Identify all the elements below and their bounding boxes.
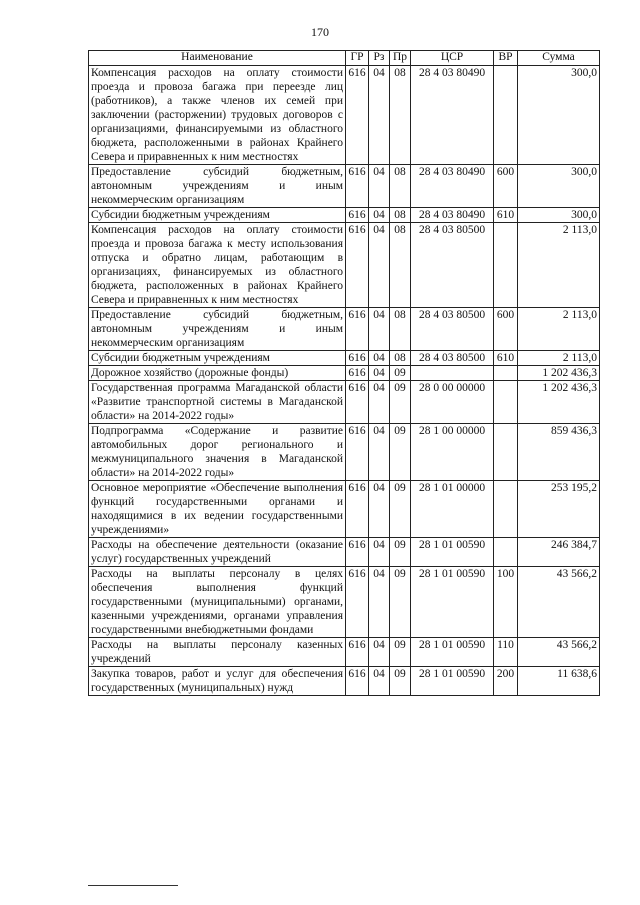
cell-rz: 04 <box>369 538 390 567</box>
cell-gr: 616 <box>346 208 369 223</box>
cell-csr: 28 4 03 80500 <box>411 223 494 308</box>
cell-rz: 04 <box>369 424 390 481</box>
cell-name: Дорожное хозяйство (дорожные фонды) <box>89 366 346 381</box>
cell-csr: 28 4 03 80500 <box>411 308 494 351</box>
cell-rz: 04 <box>369 667 390 696</box>
cell-vr <box>494 424 518 481</box>
cell-pr: 09 <box>390 424 411 481</box>
cell-vr: 600 <box>494 308 518 351</box>
cell-sum: 43 566,2 <box>518 567 600 638</box>
cell-gr: 616 <box>346 638 369 667</box>
cell-name: Компенсация расходов на оплату стоимости проезда и провоза багажа при переезде лиц (работников), а также членов их семей при заключении (расторжении) трудовых договоров с организациями, финансируемыми из областного бюджета, расположенными в районах Крайнего Севера и приравненных к ним местностях <box>89 66 346 165</box>
cell-pr: 09 <box>390 638 411 667</box>
cell-pr: 08 <box>390 308 411 351</box>
cell-pr: 08 <box>390 223 411 308</box>
header-csr: ЦСР <box>411 51 494 66</box>
table-row <box>89 165 600 208</box>
cell-csr: 28 1 00 00000 <box>411 424 494 481</box>
cell-sum: 246 384,7 <box>518 538 600 567</box>
cell-vr <box>494 538 518 567</box>
cell-csr: 28 1 01 00590 <box>411 667 494 696</box>
cell-gr: 616 <box>346 381 369 424</box>
cell-name: Предоставление субсидий бюджетным, автономным учреждениям и иным некоммерческим организациям <box>89 165 346 208</box>
cell-csr: 28 1 01 00590 <box>411 538 494 567</box>
cell-vr <box>494 481 518 538</box>
cell-gr: 616 <box>346 567 369 638</box>
cell-sum: 2 113,0 <box>518 308 600 351</box>
table-row <box>89 424 600 481</box>
cell-rz: 04 <box>369 567 390 638</box>
cell-csr <box>411 366 494 381</box>
table-row <box>89 538 600 567</box>
cell-rz: 04 <box>369 481 390 538</box>
cell-name: Расходы на обеспечение деятельности (оказание услуг) государственных учреждений <box>89 538 346 567</box>
cell-rz: 04 <box>369 638 390 667</box>
cell-sum: 43 566,2 <box>518 638 600 667</box>
header-vr: ВР <box>494 51 518 66</box>
cell-rz: 04 <box>369 366 390 381</box>
cell-rz: 04 <box>369 223 390 308</box>
cell-rz: 04 <box>369 208 390 223</box>
header-sum: Сумма <box>518 51 600 66</box>
cell-sum: 2 113,0 <box>518 223 600 308</box>
cell-gr: 616 <box>346 667 369 696</box>
cell-gr: 616 <box>346 223 369 308</box>
cell-gr: 616 <box>346 165 369 208</box>
cell-csr: 28 1 01 00590 <box>411 638 494 667</box>
cell-vr <box>494 366 518 381</box>
table-row <box>89 381 600 424</box>
cell-name: Закупка товаров, работ и услуг для обеспечения государственных (муниципальных) нужд <box>89 667 346 696</box>
cell-vr: 100 <box>494 567 518 638</box>
cell-vr <box>494 381 518 424</box>
cell-vr: 600 <box>494 165 518 208</box>
budget-table <box>88 50 600 696</box>
cell-rz: 04 <box>369 66 390 165</box>
cell-name: Основное мероприятие «Обеспечение выполнения функций государственными органами и находящимися в их ведении государственными учреждениями» <box>89 481 346 538</box>
cell-pr: 08 <box>390 165 411 208</box>
cell-pr: 09 <box>390 567 411 638</box>
cell-name: Субсидии бюджетным учреждениям <box>89 208 346 223</box>
cell-sum: 300,0 <box>518 208 600 223</box>
cell-sum: 11 638,6 <box>518 667 600 696</box>
footnote-rule <box>88 885 178 886</box>
cell-sum: 300,0 <box>518 165 600 208</box>
cell-sum: 859 436,3 <box>518 424 600 481</box>
cell-csr: 28 4 03 80490 <box>411 66 494 165</box>
cell-vr: 110 <box>494 638 518 667</box>
cell-vr <box>494 66 518 165</box>
cell-rz: 04 <box>369 308 390 351</box>
cell-gr: 616 <box>346 538 369 567</box>
page-number: 170 <box>311 25 329 39</box>
table-row <box>89 667 600 696</box>
cell-gr: 616 <box>346 351 369 366</box>
cell-vr: 200 <box>494 667 518 696</box>
cell-rz: 04 <box>369 381 390 424</box>
cell-rz: 04 <box>369 351 390 366</box>
table-row <box>89 638 600 667</box>
cell-csr: 28 1 01 00000 <box>411 481 494 538</box>
cell-name: Предоставление субсидий бюджетным, автономным учреждениям и иным некоммерческим организациям <box>89 308 346 351</box>
header-name: Наименование <box>89 51 346 66</box>
cell-sum: 1 202 436,3 <box>518 366 600 381</box>
header-rz: Рз <box>369 51 390 66</box>
cell-sum: 300,0 <box>518 66 600 165</box>
cell-sum: 2 113,0 <box>518 351 600 366</box>
table-row <box>89 567 600 638</box>
cell-pr: 09 <box>390 366 411 381</box>
cell-gr: 616 <box>346 308 369 351</box>
cell-name: Государственная программа Магаданской области «Развитие транспортной системы в Магаданской области» на 2014-2022 годы» <box>89 381 346 424</box>
table-row <box>89 208 600 223</box>
cell-name: Компенсация расходов на оплату стоимости проезда и провоза багажа к месту использования отпуска и обратно лицам, работающим в организациях, финансируемых из областного бюджета, расположенных в районах Крайнего Севера и приравненных к ним местностях <box>89 223 346 308</box>
cell-name: Подпрограмма «Содержание и развитие автомобильных дорог регионального и межмуниципального значения в Магаданской области» на 2014-2022 годы» <box>89 424 346 481</box>
header-pr: Пр <box>390 51 411 66</box>
cell-pr: 09 <box>390 481 411 538</box>
table-row <box>89 66 600 165</box>
cell-name: Расходы на выплаты персоналу в целях обеспечения выполнения функций государственными (муниципальными) органами, казенными учреждениями, органами управления государственными внебюджетными фондами <box>89 567 346 638</box>
cell-vr: 610 <box>494 351 518 366</box>
cell-csr: 28 1 01 00590 <box>411 567 494 638</box>
cell-name: Расходы на выплаты персоналу казенных учреждений <box>89 638 346 667</box>
cell-vr <box>494 223 518 308</box>
cell-pr: 09 <box>390 538 411 567</box>
cell-csr: 28 4 03 80490 <box>411 165 494 208</box>
cell-gr: 616 <box>346 66 369 165</box>
cell-csr: 28 4 03 80500 <box>411 351 494 366</box>
table-row <box>89 481 600 538</box>
cell-rz: 04 <box>369 165 390 208</box>
cell-csr: 28 0 00 00000 <box>411 381 494 424</box>
header-gr: ГР <box>346 51 369 66</box>
cell-gr: 616 <box>346 481 369 538</box>
table-row <box>89 366 600 381</box>
cell-pr: 09 <box>390 381 411 424</box>
cell-csr: 28 4 03 80490 <box>411 208 494 223</box>
table-row <box>89 308 600 351</box>
cell-vr: 610 <box>494 208 518 223</box>
cell-gr: 616 <box>346 424 369 481</box>
cell-gr: 616 <box>346 366 369 381</box>
cell-pr: 08 <box>390 66 411 165</box>
table-header-row <box>89 51 600 66</box>
cell-pr: 08 <box>390 351 411 366</box>
table-row <box>89 223 600 308</box>
cell-sum: 253 195,2 <box>518 481 600 538</box>
cell-pr: 09 <box>390 667 411 696</box>
cell-sum: 1 202 436,3 <box>518 381 600 424</box>
cell-name: Субсидии бюджетным учреждениям <box>89 351 346 366</box>
table-row <box>89 351 600 366</box>
cell-pr: 08 <box>390 208 411 223</box>
